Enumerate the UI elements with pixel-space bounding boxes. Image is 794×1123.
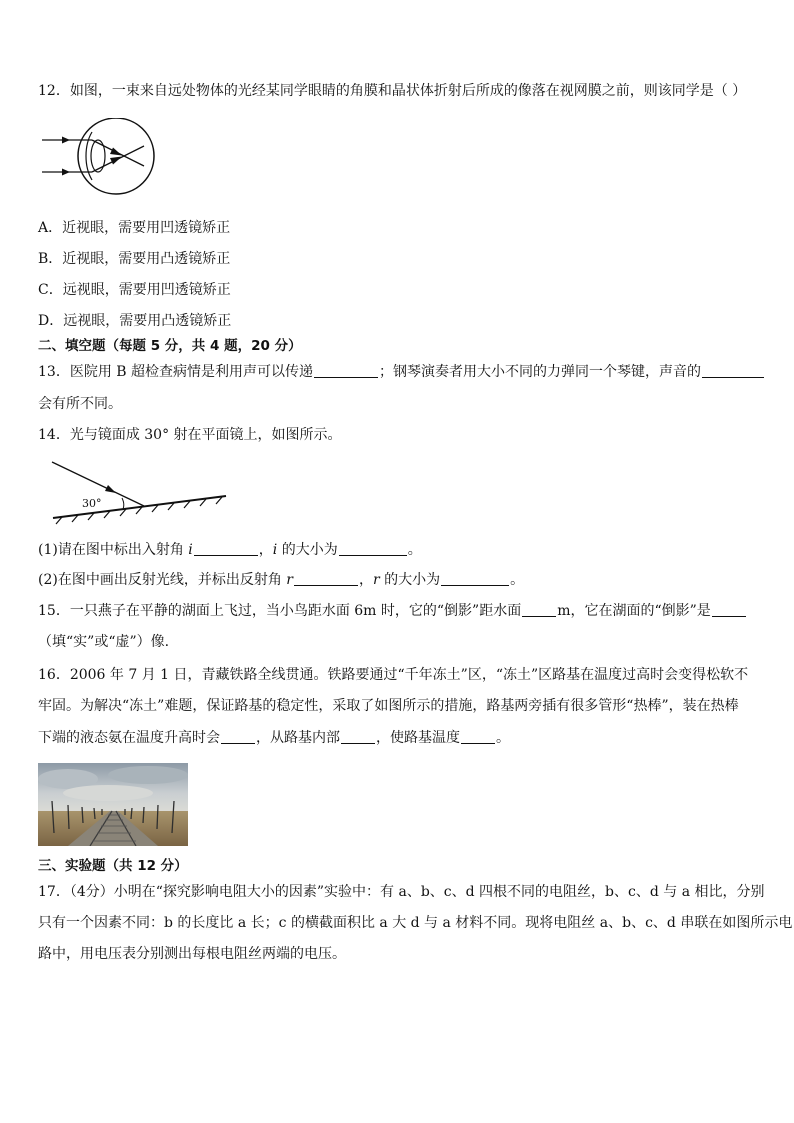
railway-photo <box>38 763 188 846</box>
q15-blank-2[interactable] <box>712 602 746 617</box>
q16-text-b: ，从路基内部 <box>256 730 340 746</box>
q14-sub1-text-a: (1)请在图中标出入射角 <box>38 542 189 558</box>
q12-option-c: C．远视眼，需要用凹透镜矫正 <box>38 282 231 298</box>
q13-blank-1[interactable] <box>314 363 378 378</box>
q13-text-part1: 13．医院用 B 超检查病情是利用声可以传递 <box>38 364 314 380</box>
q16-line2: 牢固。为解决“冻土”难题，保证路基的稳定性，采取了如图所示的措施，路基两旁插有很多管形“热棒”，装在热棒 <box>38 698 739 714</box>
q16-text-d: 。 <box>496 730 510 746</box>
q17-line1: 17．（4分）小明在“探究影响电阻大小的因素”实验中：有 a、b、c、d 四根不同的电阻丝，b、c、d 与 a 相比，分别 <box>38 884 765 900</box>
q15-line2: （填“实”或“虚”）像. <box>38 634 170 650</box>
q14-sub1-var-2: i <box>272 542 278 558</box>
q14-sub1-text-c: 的大小为 <box>277 542 338 558</box>
q13-line2: 会有所不同。 <box>38 396 122 412</box>
q14-sub2-text-c: 的大小为 <box>379 572 441 588</box>
q16-text-c: ，使路基温度 <box>376 730 460 746</box>
q14-sub1-var: i <box>188 542 193 558</box>
mirror-diagram <box>48 460 233 526</box>
q14-stem: 14．光与镜面成 30° 射在平面镜上，如图所示。 <box>38 427 342 443</box>
q14-sub2 <box>38 570 524 590</box>
q14-sub2-text-a: (2)在图中画出反射光线，并标出反射角 <box>38 572 287 588</box>
q12-option-b: B．近视眼，需要用凸透镜矫正 <box>38 251 231 267</box>
q17-line3: 路中，用电压表分别测出每根电阻丝两端的电压。 <box>38 946 346 962</box>
q14-blank-1[interactable] <box>194 541 258 556</box>
q16-line3 <box>38 728 510 748</box>
eye-diagram <box>40 118 160 196</box>
q15-line1 <box>38 601 747 621</box>
q16-blank-3[interactable] <box>461 729 495 744</box>
q16-text-a: 下端的液态氨在温度升高时会 <box>38 730 220 746</box>
q15-text-part2: m，它在湖面的“倒影”是 <box>557 603 711 619</box>
q12-option-a: A．近视眼，需要用凹透镜矫正 <box>38 220 231 236</box>
q12-stem: 12．如图，一束来自远处物体的光经某同学眼睛的角膜和晶状体折射后所成的像落在视网膜之前，则该同学是（ ） <box>38 83 747 99</box>
section3-heading: 三、实验题（共 12 分） <box>38 858 188 874</box>
q14-sub2-var: r <box>286 572 293 588</box>
q15-blank-1[interactable] <box>522 602 556 617</box>
section2-heading: 二、填空题（每题 5 分，共 4 题，20 分） <box>38 338 302 354</box>
q14-blank-4[interactable] <box>441 571 509 586</box>
q14-sub1 <box>38 540 422 560</box>
q14-sub2-var-2: r <box>372 572 380 588</box>
q16-blank-2[interactable] <box>341 729 375 744</box>
q15-text-part1: 15．一只燕子在平静的湖面上飞过，当小鸟距水面 6m 时，它的“倒影”距水面 <box>38 603 522 619</box>
q17-line2: 只有一个因素不同：b 的长度比 a 长；c 的横截面积比 a 大 d 与 a 材料不同。现将电阻丝 a、b、c、d 串联在如图所示电 <box>38 915 793 931</box>
q14-angle-label: 30° <box>82 497 102 510</box>
q16-line1: 16．2006 年 7 月 1 日，青藏铁路全线贯通。铁路要通过“千年冻土”区，“冻土”区路基在温度过高时会变得松软不 <box>38 667 749 683</box>
q14-sub1-end: 。 <box>407 542 422 558</box>
q14-blank-3[interactable] <box>294 571 358 586</box>
q14-sub2-text-b: ， <box>358 572 373 588</box>
q14-blank-2[interactable] <box>339 541 407 556</box>
q12-option-d: D．远视眼，需要用凸透镜矫正 <box>38 313 232 329</box>
q14-sub2-end: 。 <box>510 572 525 588</box>
q13-line1 <box>38 362 765 382</box>
q13-blank-2[interactable] <box>702 363 764 378</box>
q16-blank-1[interactable] <box>221 729 255 744</box>
q13-text-part2: ；钢琴演奏者用大小不同的力弹同一个琴键，声音的 <box>379 364 702 380</box>
q14-sub1-text-b: ， <box>258 542 273 558</box>
